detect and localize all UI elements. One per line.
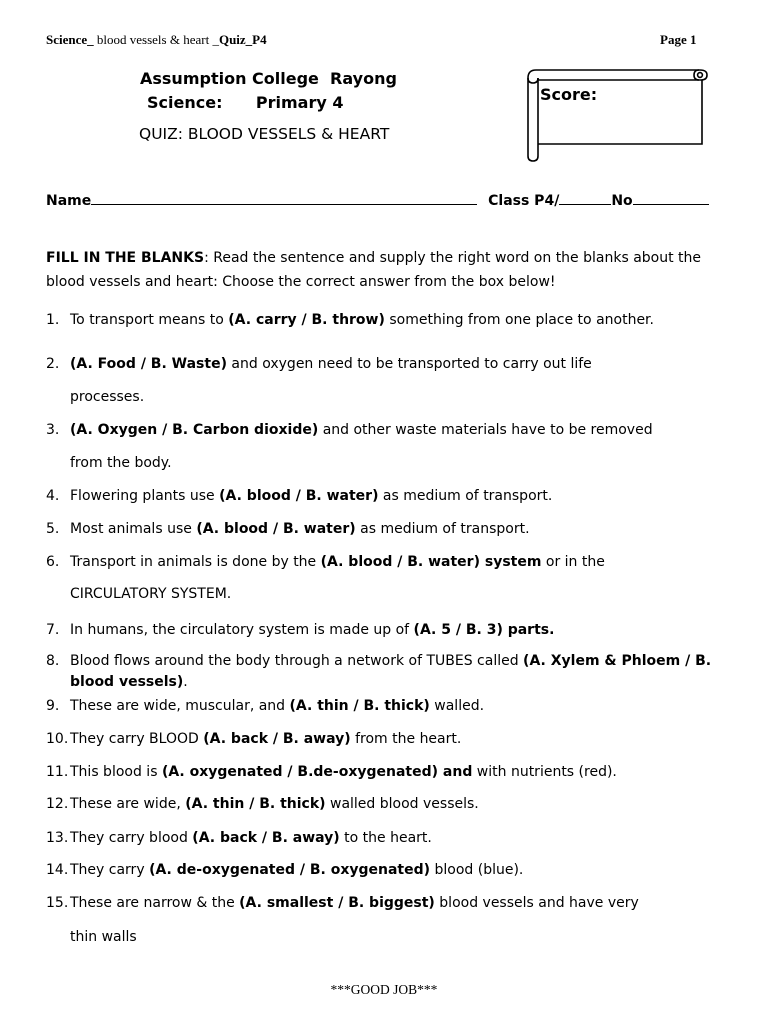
question-number: 6. xyxy=(46,554,60,570)
question-text xyxy=(70,354,736,408)
header-quiz-id: Quiz_P4 xyxy=(218,32,267,47)
question-fragment: something from one place to another. xyxy=(384,312,654,328)
class-blank[interactable] xyxy=(559,190,611,205)
question-fragment: Blood flows around the body through a network of TUBES called xyxy=(70,653,524,669)
answer-choices[interactable]: (A. back / B. away) xyxy=(192,830,340,846)
question-13 xyxy=(46,828,736,849)
question-text xyxy=(70,696,736,717)
question-fragment: Transport in animals is done by the xyxy=(70,554,321,570)
question-12 xyxy=(46,794,736,815)
instructions-text: : Read the sentence and supply the right word on the blanks about the blood vessels and heart: Choose the correct answer from the box below! xyxy=(46,250,702,290)
line-break xyxy=(70,441,736,453)
question-fragment: as medium of transport. xyxy=(355,521,530,537)
question-text xyxy=(70,420,736,474)
question-text xyxy=(70,486,736,507)
answer-choices[interactable]: (A. smallest / B. biggest) xyxy=(239,895,435,911)
question-fragment: walled blood vessels. xyxy=(325,796,479,812)
answer-choices[interactable]: (A. back / B. away) xyxy=(203,731,351,747)
answer-choices[interactable]: (A. thin / B. thick) xyxy=(185,796,326,812)
question-text xyxy=(70,519,736,540)
question-fragment: and other waste materials have to be removed xyxy=(318,422,653,438)
question-text xyxy=(70,893,736,948)
question-text xyxy=(70,620,736,641)
question-number: 5. xyxy=(46,521,60,537)
instructions-heading: FILL IN THE BLANKS xyxy=(46,250,205,266)
running-header-left xyxy=(46,32,267,48)
question-6 xyxy=(46,552,736,605)
subject-line: Science: Primary 4 xyxy=(147,93,344,112)
question-number: 9. xyxy=(46,698,60,714)
question-number: 3. xyxy=(46,422,60,438)
question-number: 10. xyxy=(46,731,69,747)
question-9 xyxy=(46,696,736,717)
question-fragment: blood vessels and have very xyxy=(434,895,639,911)
question-1 xyxy=(46,310,736,331)
question-number: 15. xyxy=(46,895,69,911)
line-break xyxy=(70,914,736,927)
question-11 xyxy=(46,762,736,783)
question-fragment: blood (blue). xyxy=(430,862,524,878)
question-fragment: In humans, the circulatory system is made up of xyxy=(70,622,414,638)
answer-choices[interactable]: (A. blood / B. water) xyxy=(219,488,379,504)
number-label: No xyxy=(611,193,633,209)
question-number: 2. xyxy=(46,356,60,372)
question-fragment: to the heart. xyxy=(339,830,432,846)
answer-choices[interactable]: (A. blood / B. water) xyxy=(196,521,356,537)
question-number: 7. xyxy=(46,622,60,638)
answer-choices[interactable]: (A. thin / B. thick) xyxy=(289,698,430,714)
school-block xyxy=(140,67,397,115)
line-break xyxy=(70,375,736,387)
student-info-line xyxy=(46,190,718,209)
name-label: Name xyxy=(46,193,92,209)
question-fragment: This blood is xyxy=(70,764,162,780)
number-blank[interactable] xyxy=(633,190,709,205)
class-label: Class P4/ xyxy=(488,193,560,209)
question-5 xyxy=(46,519,736,540)
question-fragment: They carry xyxy=(70,862,150,878)
answer-choices[interactable]: (A. Oxygen / B. Carbon dioxide) xyxy=(70,422,319,438)
answer-choices[interactable]: (A. oxygenated / B.de-oxygenated) and xyxy=(161,764,473,780)
question-fragment: or in the xyxy=(541,554,605,570)
answer-choices[interactable]: (A. Food / B. Waste) xyxy=(70,356,227,372)
question-fragment: These are wide, muscular, and xyxy=(70,698,290,714)
question-4 xyxy=(46,486,736,507)
question-fragment: thin walls xyxy=(70,929,137,945)
question-fragment: They carry BLOOD xyxy=(70,731,204,747)
question-fragment: Most animals use xyxy=(70,521,197,537)
question-fragment: CIRCULATORY SYSTEM. xyxy=(70,586,232,602)
question-fragment: from the body. xyxy=(70,455,172,471)
line-break xyxy=(70,573,736,584)
question-text xyxy=(70,828,736,849)
question-fragment: To transport means to xyxy=(70,312,229,328)
header-topic: blood vessels & heart _ xyxy=(96,32,219,47)
question-2 xyxy=(46,354,736,408)
question-3 xyxy=(46,420,736,474)
answer-choices[interactable]: (A. 5 / B. 3) parts. xyxy=(413,622,555,638)
question-15 xyxy=(46,893,736,948)
question-7 xyxy=(46,620,736,641)
question-8 xyxy=(46,651,736,693)
question-text xyxy=(70,310,736,331)
question-text xyxy=(70,729,736,750)
question-fragment: . xyxy=(183,674,188,690)
name-blank[interactable] xyxy=(91,190,477,205)
question-text xyxy=(70,552,736,605)
answer-choices[interactable]: (A. Xylem & Phloem / B. blood vessels) xyxy=(70,653,712,690)
score-scroll-frame xyxy=(514,64,714,162)
school-name: Assumption College Rayong xyxy=(140,69,397,88)
question-fragment: processes. xyxy=(70,389,145,405)
question-number: 12. xyxy=(46,796,69,812)
question-fragment: Flowering plants use xyxy=(70,488,220,504)
question-text xyxy=(70,860,736,881)
quiz-title: QUIZ: BLOOD VESSELS & HEART xyxy=(139,125,390,143)
question-fragment: from the heart. xyxy=(350,731,462,747)
question-fragment: walled. xyxy=(429,698,485,714)
question-number: 1. xyxy=(46,312,60,328)
page-number: Page 1 xyxy=(660,32,697,47)
answer-choices[interactable]: (A. carry / B. throw) xyxy=(228,312,385,328)
question-fragment: and oxygen need to be transported to carry out life xyxy=(226,356,592,372)
question-fragment: These are narrow & the xyxy=(70,895,240,911)
instructions xyxy=(46,246,726,294)
question-text xyxy=(70,651,736,693)
question-number: 13. xyxy=(46,830,69,846)
question-text xyxy=(70,794,736,815)
footer-message: ***GOOD JOB*** xyxy=(330,982,438,997)
question-10 xyxy=(46,729,736,750)
question-fragment: These are wide, xyxy=(70,796,186,812)
question-number: 14. xyxy=(46,862,69,878)
header-subject: Science_ xyxy=(46,32,97,47)
question-text xyxy=(70,762,736,783)
question-fragment: They carry blood xyxy=(70,830,193,846)
question-number: 11. xyxy=(46,764,69,780)
answer-choices[interactable]: (A. blood / B. water) system xyxy=(320,554,542,570)
answer-choices[interactable]: (A. de-oxygenated / B. oxygenated) xyxy=(149,862,431,878)
question-number: 4. xyxy=(46,488,60,504)
question-fragment: as medium of transport. xyxy=(378,488,553,504)
question-fragment: with nutrients (red). xyxy=(472,764,617,780)
question-14 xyxy=(46,860,736,881)
score-label: Score: xyxy=(540,85,598,104)
question-number: 8. xyxy=(46,653,60,669)
